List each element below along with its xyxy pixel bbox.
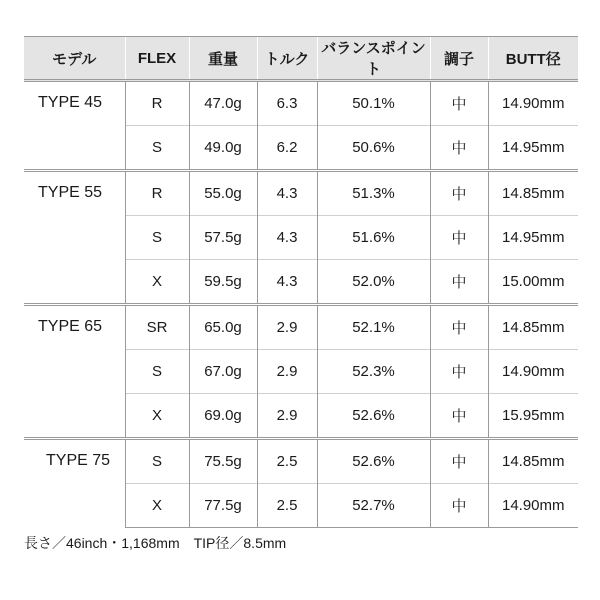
torque-cell: 2.9: [257, 305, 317, 350]
header-weight: 重量: [189, 37, 257, 81]
torque-cell: 6.3: [257, 81, 317, 126]
balance-cell: 52.6%: [317, 439, 430, 484]
kick-cell: 中: [430, 126, 488, 171]
header-flex: FLEX: [125, 37, 189, 81]
balance-cell: 51.6%: [317, 216, 430, 260]
model-name: TYPE 65: [38, 318, 103, 335]
model-cell: [24, 171, 125, 305]
balance-cell: 52.0%: [317, 260, 430, 305]
weight-cell: 69.0g: [189, 394, 257, 439]
header-kick-point: 調子: [430, 37, 488, 81]
balance-cell: 50.6%: [317, 126, 430, 171]
torque-cell: 6.2: [257, 126, 317, 171]
butt-cell: 14.85mm: [488, 171, 578, 216]
table-row: [24, 171, 578, 216]
kick-cell: 中: [430, 484, 488, 528]
flex-cell: S: [125, 216, 189, 260]
model-name: TYPE 45: [38, 94, 103, 111]
table-row: [24, 305, 578, 350]
butt-cell: 14.95mm: [488, 216, 578, 260]
flex-cell: X: [125, 484, 189, 528]
weight-cell: 75.5g: [189, 439, 257, 484]
butt-cell: 14.95mm: [488, 126, 578, 171]
weight-cell: 77.5g: [189, 484, 257, 528]
butt-cell: 15.00mm: [488, 260, 578, 305]
weight-cell: 59.5g: [189, 260, 257, 305]
weight-cell: 67.0g: [189, 350, 257, 394]
torque-cell: 4.3: [257, 171, 317, 216]
model-cell: [24, 81, 125, 171]
weight-cell: 49.0g: [189, 126, 257, 171]
butt-cell: 14.85mm: [488, 439, 578, 484]
table-row: [24, 81, 578, 126]
torque-cell: 2.9: [257, 350, 317, 394]
torque-cell: 2.9: [257, 394, 317, 439]
spec-footnote: 長さ／46inch・1,168mm TIP径／8.5mm: [24, 535, 287, 551]
butt-cell: 14.90mm: [488, 350, 578, 394]
flex-cell: X: [125, 260, 189, 305]
kick-cell: 中: [430, 350, 488, 394]
torque-cell: 2.5: [257, 439, 317, 484]
kick-cell: 中: [430, 439, 488, 484]
balance-cell: 52.6%: [317, 394, 430, 439]
weight-cell: 47.0g: [189, 81, 257, 126]
header-balance-point: バランスポイント: [317, 37, 430, 81]
header-model: モデル: [24, 37, 125, 81]
header-torque: トルク: [257, 37, 317, 81]
torque-cell: 4.3: [257, 216, 317, 260]
weight-cell: 65.0g: [189, 305, 257, 350]
table-row: [24, 439, 578, 484]
flex-cell: S: [125, 350, 189, 394]
flex-cell: S: [125, 126, 189, 171]
kick-cell: 中: [430, 171, 488, 216]
kick-cell: 中: [430, 216, 488, 260]
balance-cell: 52.7%: [317, 484, 430, 528]
header-butt-diameter: BUTT径: [488, 37, 578, 81]
model-cell: [24, 305, 125, 439]
kick-cell: 中: [430, 260, 488, 305]
balance-cell: 50.1%: [317, 81, 430, 126]
flex-cell: S: [125, 439, 189, 484]
weight-cell: 55.0g: [189, 171, 257, 216]
header-row: [24, 37, 578, 81]
kick-cell: 中: [430, 81, 488, 126]
model-name: TYPE 55: [38, 184, 103, 201]
butt-cell: 15.95mm: [488, 394, 578, 439]
flex-cell: R: [125, 81, 189, 126]
weight-cell: 57.5g: [189, 216, 257, 260]
butt-cell: 14.90mm: [488, 81, 578, 126]
balance-cell: 52.3%: [317, 350, 430, 394]
flex-cell: X: [125, 394, 189, 439]
flex-cell: R: [125, 171, 189, 216]
torque-cell: 2.5: [257, 484, 317, 528]
model-name: TYPE 75: [46, 452, 111, 469]
spec-table-container: [24, 36, 578, 528]
kick-cell: 中: [430, 305, 488, 350]
balance-cell: 52.1%: [317, 305, 430, 350]
balance-cell: 51.3%: [317, 171, 430, 216]
butt-cell: 14.85mm: [488, 305, 578, 350]
butt-cell: 14.90mm: [488, 484, 578, 528]
model-cell: [24, 439, 125, 528]
torque-cell: 4.3: [257, 260, 317, 305]
flex-cell: SR: [125, 305, 189, 350]
kick-cell: 中: [430, 394, 488, 439]
spec-table: [24, 36, 578, 528]
